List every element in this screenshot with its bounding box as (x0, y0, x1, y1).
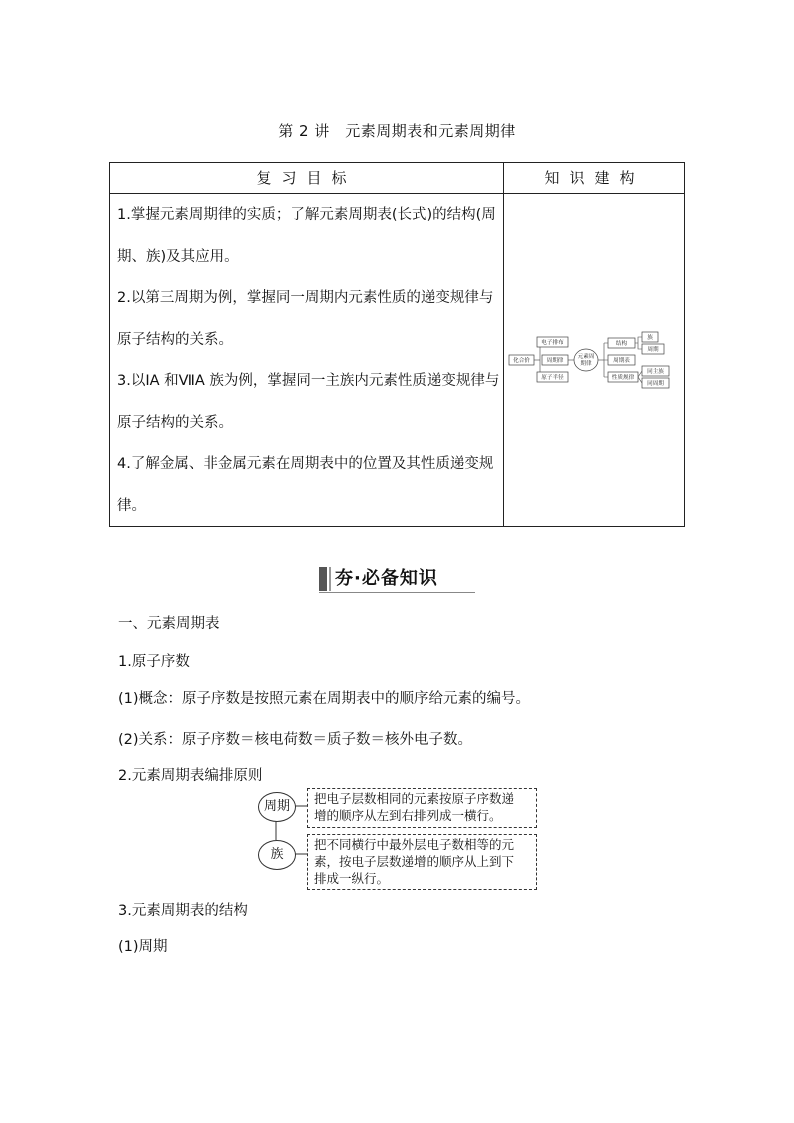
period-circle: 周期 (258, 792, 296, 822)
mindmap-node: 性质规律 (611, 375, 635, 382)
mindmap-node: 化合价 (513, 358, 530, 365)
page-title: 第 2 讲 元素周期表和元素周期律 (278, 122, 516, 140)
mindmap-node: 同主族 (647, 369, 664, 376)
subsection-heading: 2.元素周期表编排原则 (118, 768, 263, 784)
knowledge-mindmap (504, 194, 685, 527)
period-description: 把电子层数相同的元素按原子序数递 增的顺序从左到右排列成一横行。 (307, 788, 537, 828)
header-review-goals: 复习目标 (256, 169, 357, 187)
paragraph: (1)概念：原子序数是按照元素在周期表中的顺序给元素的编号。 (118, 691, 531, 707)
objective-item: 2.以第三周期为例，掌握同一周期内元素性质的递变规律与原子结构的关系。 (117, 290, 494, 348)
mindmap-center: 元素周 (577, 354, 595, 360)
objective-item: 4.了解金属、非金属元素在周期表中的位置及其性质递变规律。 (117, 456, 494, 514)
section-heading: 一、元素周期表 (118, 616, 220, 632)
mindmap-node: 族 (647, 335, 653, 342)
group-description: 把不同横行中最外层电子数相等的元 素，按电子层数递增的顺序从上到下 排成一纵行。 (307, 834, 537, 890)
paragraph: (2)关系：原子序数＝核电荷数＝质子数＝核外电子数。 (118, 732, 473, 748)
arrangement-principle-diagram (258, 788, 540, 892)
banner-bar-thin (329, 567, 331, 591)
group-circle: 族 (258, 840, 296, 870)
mindmap-node: 同周期 (647, 381, 664, 388)
mindmap-node: 电子排布 (541, 340, 564, 347)
subsection-heading: 3.元素周期表的结构 (118, 903, 248, 919)
mindmap-node: 周期表 (613, 358, 630, 365)
banner-title: 夯·必备知识 (335, 568, 438, 589)
mindmap-node: 周期 (647, 347, 659, 354)
header-knowledge-structure: 知识建构 (544, 169, 645, 187)
subsection-heading: 1.原子序数 (118, 654, 190, 670)
mindmap-node: 原子半径 (541, 375, 564, 382)
banner-bar (319, 567, 327, 591)
mindmap-center: 期律 (580, 361, 592, 367)
paragraph: (1)周期 (118, 939, 168, 955)
objectives-list (117, 195, 502, 527)
objective-item: 3.以ⅠA 和ⅦA 族为例，掌握同一主族内元素性质递变规律与原子结构的关系。 (117, 373, 500, 431)
mindmap-node: 结构 (615, 341, 628, 348)
objectives-table (109, 162, 685, 527)
banner-underline (319, 592, 475, 593)
mindmap-node: 周期律 (546, 358, 564, 365)
objective-item: 1.掌握元素周期律的实质；了解元素周期表(长式)的结构(周期、族)及其应用。 (117, 207, 496, 265)
